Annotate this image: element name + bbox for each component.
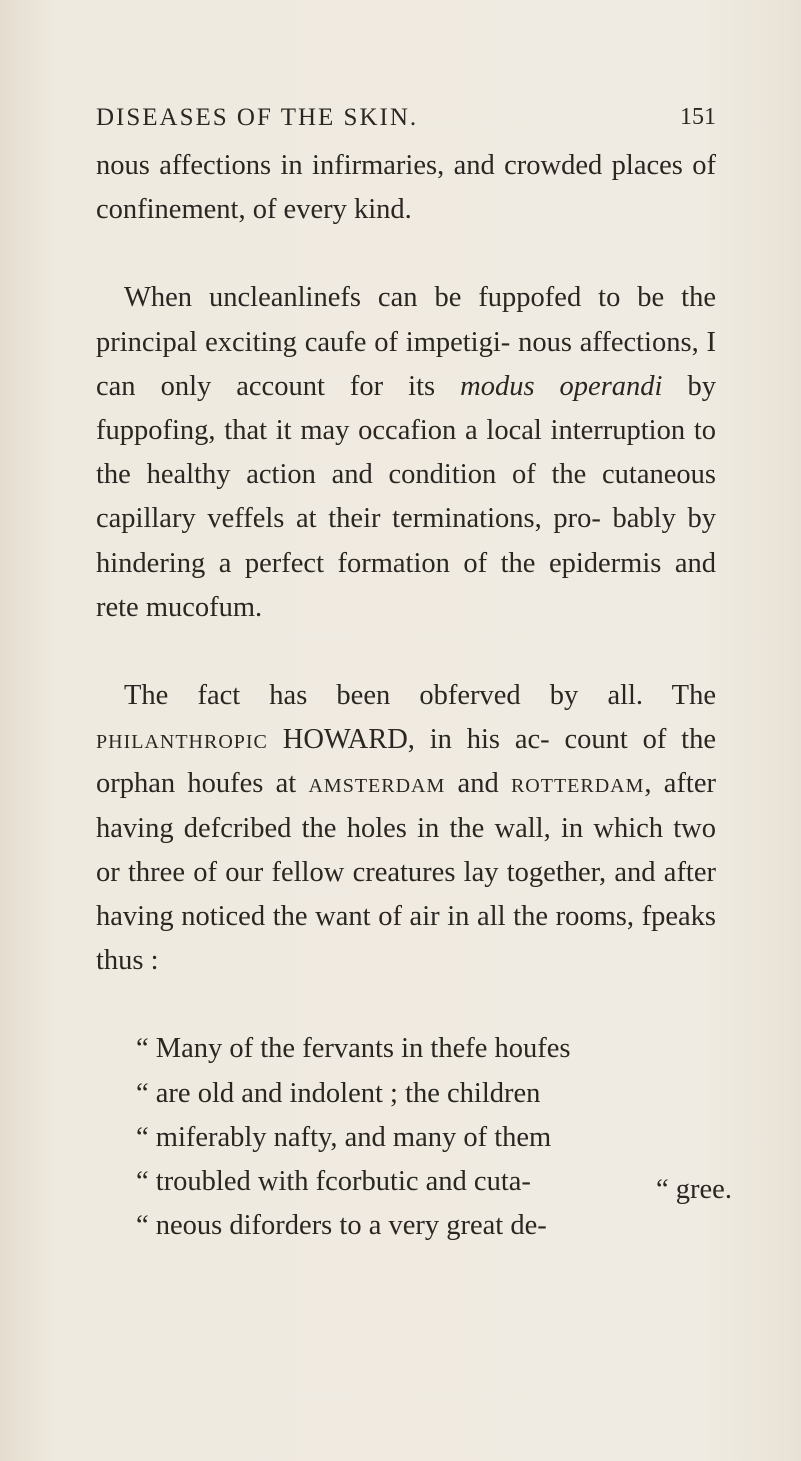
paragraph-2-text-b: by fuppofing, that it may occafion a local interruption to the healthy action and condition of the cutaneous capillary veffels at their terminations, pro- bably by hindering a perfect formation of the epidermis and rete mucofum. <box>96 370 716 623</box>
page-number: 151 <box>680 104 716 130</box>
paragraph-1: nous affections in infirmaries, and crowded places of confinement, of every kind. <box>96 150 716 226</box>
block-quote <box>96 1027 716 1248</box>
paragraph-3-text-d: , after having defcribed the holes in the wall, in which two or three of our fellow creatures lay together, and after having noticed the want of air in all the rooms, fpeaks thus : <box>96 768 716 977</box>
paragraph-3 <box>96 674 716 983</box>
page-header <box>96 104 716 140</box>
paragraph-2 <box>96 276 716 630</box>
catchword: “ gree. <box>656 1174 732 1205</box>
body-text <box>96 144 716 1248</box>
small-caps-rotterdam: rotterdam <box>510 768 645 800</box>
small-caps-amsterdam: amsterdam <box>308 768 446 800</box>
paragraph-3-text-a: The fact has been obferved by all. The <box>124 680 716 712</box>
paragraph-2-text-a: When uncleanlinefs can be fuppofed to be the principal exciting caufe of impetigi- nous affections, I can only account for its <box>96 282 716 402</box>
quote-line: “ troubled with fcorbutic and cuta- <box>136 1166 531 1198</box>
italic-phrase: modus operandi <box>460 370 663 402</box>
quote-line: “ Many of the fervants in thefe houfes <box>136 1033 571 1065</box>
quote-line: “ are old and indolent ; the children <box>136 1077 541 1109</box>
paragraph-3-text-b: HOWARD, in his ac- count of the orphan houfes at <box>96 724 716 800</box>
paragraph-3-text-c: and <box>445 768 511 800</box>
small-caps-philanthropic: philanthropic <box>96 724 268 756</box>
quote-line: “ miferably nafty, and many of them <box>136 1121 552 1153</box>
quote-line: “ neous diforders to a very great de- <box>136 1210 547 1242</box>
running-head: DISEASES OF THE SKIN. <box>96 104 419 131</box>
